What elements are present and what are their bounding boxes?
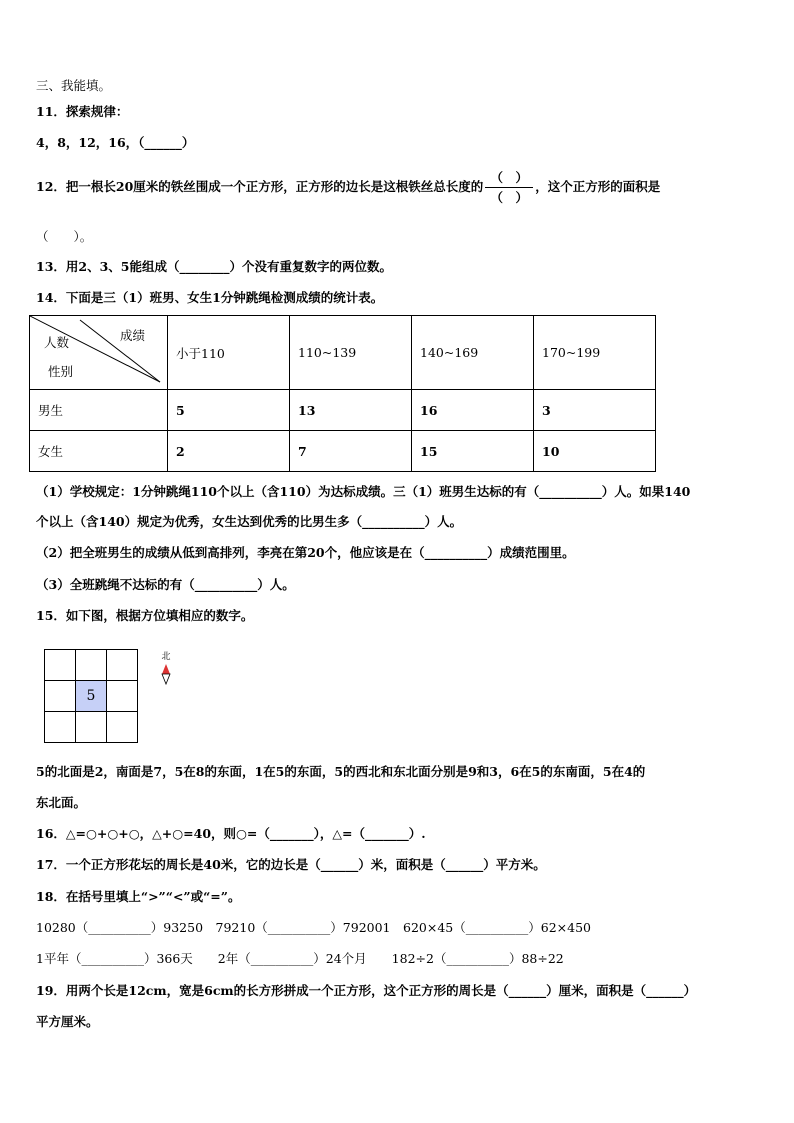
q11-sequence: 4，8，12，16，（______）	[36, 135, 195, 150]
q14-sub2: （2）把全班男生的成绩从低到高排列，李亮在第20个，他应该是在（__________）成绩范围里。	[36, 545, 575, 560]
table-cell: 2	[168, 431, 290, 472]
column-header: 小于110	[168, 316, 290, 390]
q12-text-b: ，这个正方形的面积是	[535, 179, 661, 194]
q14-title: 14．下面是三（1）班男、女生1分钟跳绳检测成绩的统计表。	[36, 290, 384, 305]
q11-title: 11．探索规律：	[36, 104, 129, 119]
q13-text: 13．用2、3、5能组成（________）个没有重复数字的两位数。	[36, 259, 392, 274]
q12-denominator: （ ）	[490, 190, 529, 205]
q12-line2: （ ）。	[36, 229, 93, 244]
q14-sub3: （3）全班跳绳不达标的有（__________）人。	[36, 577, 295, 592]
grid-center-cell: 5	[76, 681, 107, 712]
table-row	[30, 390, 656, 431]
grid-cell	[45, 712, 76, 743]
q18-title: 18．在括号里填上“>”“<”或“=”。	[36, 889, 241, 904]
q12-fraction	[485, 170, 533, 205]
q14-sub1-line2: 个以上（含140）规定为优秀，女生达到优秀的比男生多（__________）人。	[36, 514, 463, 529]
column-header: 110~139	[290, 316, 412, 390]
header-gender: 性别	[48, 364, 74, 379]
table-cell: 15	[412, 431, 534, 472]
q12-numerator: （ ）	[490, 170, 529, 185]
table-row	[30, 431, 656, 472]
column-header: 140~169	[412, 316, 534, 390]
q17-text: 17．一个正方形花坛的周长是40米，它的边长是（______）米，面积是（______）平方米。	[36, 857, 546, 872]
q19-line1: 19．用两个长是12cm，宽是6cm的长方形拼成一个正方形，这个正方形的周长是（______）厘米，面积是（______）	[36, 983, 697, 998]
grid-cell	[107, 650, 138, 681]
compass-arrow-icon	[160, 662, 172, 686]
grid-cell	[45, 681, 76, 712]
row-label: 女生	[30, 431, 168, 472]
q12-text-a: 12．把一根长20厘米的铁丝围成一个正方形，正方形的边长是这根铁丝总长度的	[36, 179, 484, 194]
table-cell: 10	[534, 431, 656, 472]
grid-cell	[107, 681, 138, 712]
grid-cell	[45, 650, 76, 681]
q19-line2: 平方厘米。	[36, 1014, 99, 1029]
stats-table	[29, 315, 656, 472]
table-cell: 5	[168, 390, 290, 431]
q18-row1: 10280（__________）93250 79210（__________）792001 620×45（__________）62×450	[36, 920, 591, 935]
north-label: 北	[161, 652, 171, 662]
q12-line1	[36, 170, 660, 205]
table-cell: 3	[534, 390, 656, 431]
q18-row2: 1平年（__________）366天 2年（__________）24个月 182÷2（__________）88÷22	[36, 951, 564, 966]
north-compass-icon	[156, 649, 176, 689]
q16-text: 16．△=○+○+○，△+○=40，则○=（_______），△=（_______）.	[36, 826, 426, 841]
header-score: 成绩	[120, 328, 146, 343]
header-count: 人数	[44, 335, 70, 350]
grid-cell	[76, 650, 107, 681]
q15-title: 15．如下图，根据方位填相应的数字。	[36, 608, 254, 623]
table-cell: 13	[290, 390, 412, 431]
row-label: 男生	[30, 390, 168, 431]
grid-cell	[107, 712, 138, 743]
q14-sub1-line1: （1）学校规定：1分钟跳绳110个以上（含110）为达标成绩。三（1）班男生达标的有（__________）人。如果140	[36, 484, 691, 499]
diagonal-header-cell	[30, 316, 168, 390]
table-cell: 7	[290, 431, 412, 472]
direction-grid	[44, 649, 138, 743]
section-title: 三、我能填。	[36, 78, 112, 93]
table-cell: 16	[412, 390, 534, 431]
grid-cell	[76, 712, 107, 743]
q15-desc-line2: 东北面。	[36, 795, 87, 810]
q15-desc-line1: 5的北面是2，南面是7，5在8的东面，1在5的东面，5的西北和东北面分别是9和3，6在5的东南面，5在4的	[36, 764, 646, 779]
column-header: 170~199	[534, 316, 656, 390]
